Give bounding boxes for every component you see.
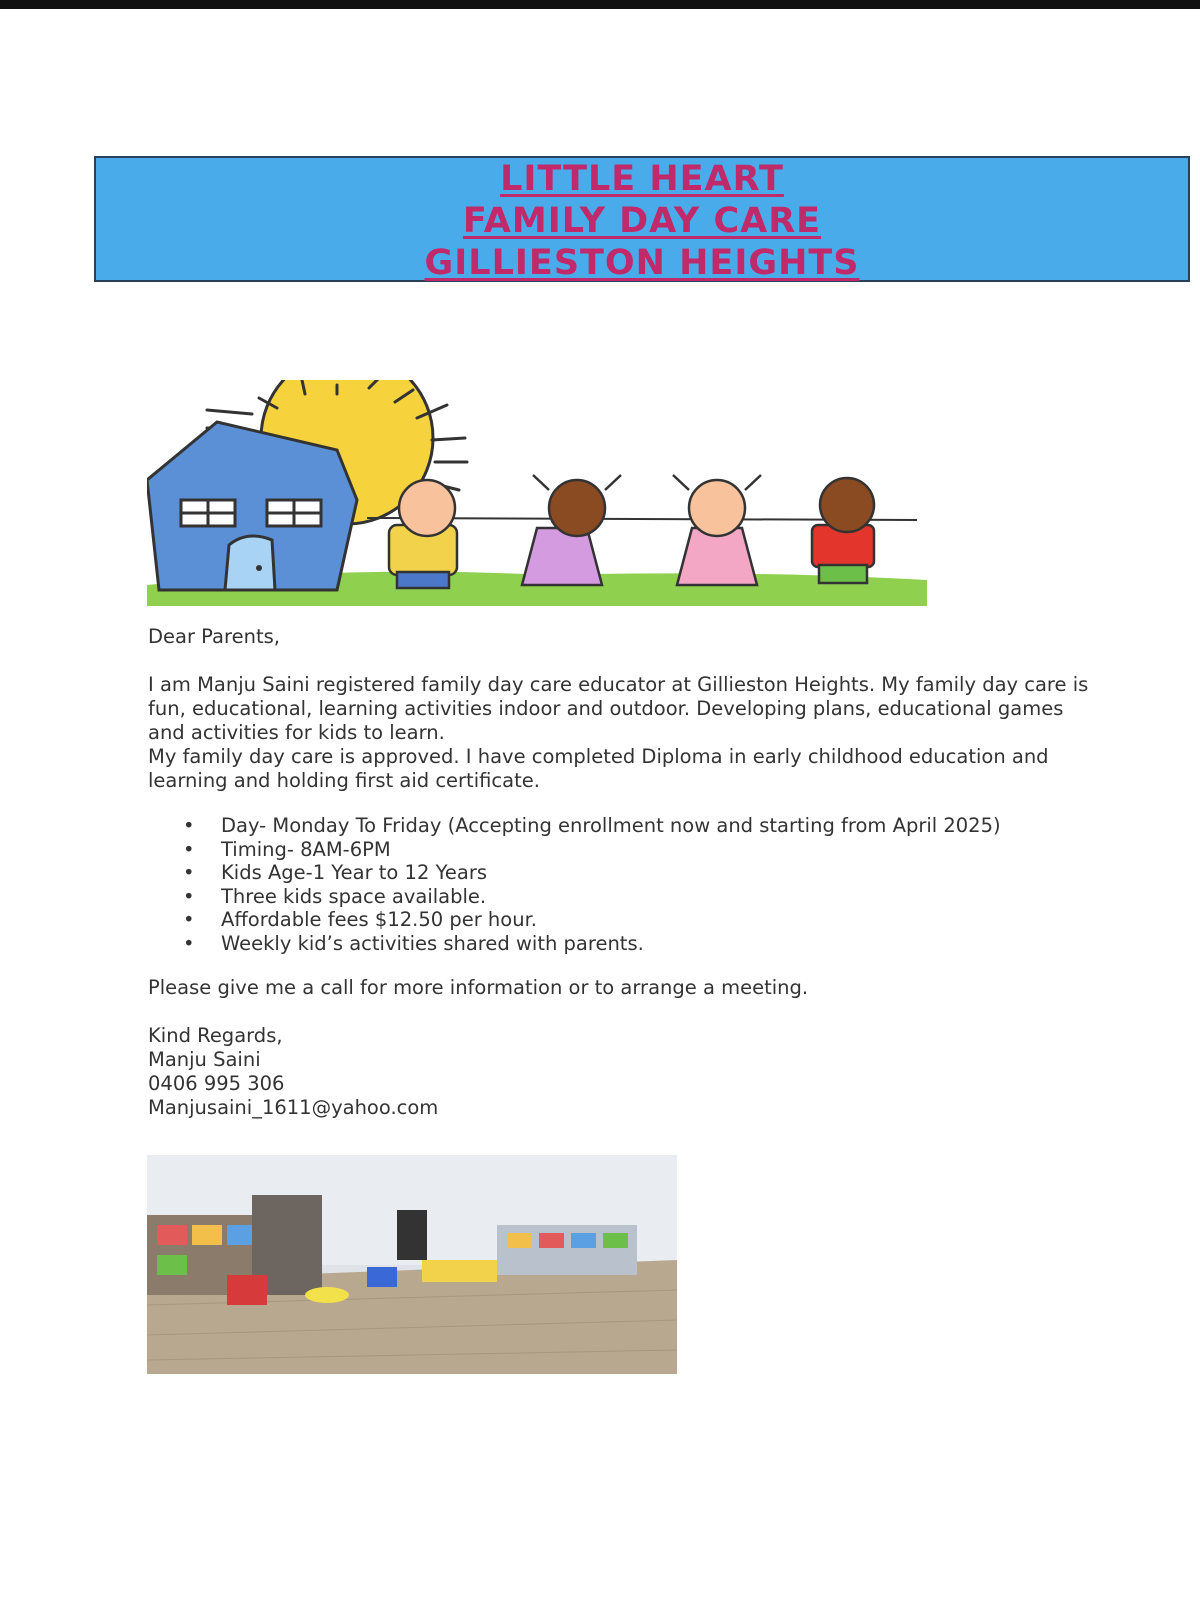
list-item: • Day- Monday To Friday (Accepting enrollment now and starting from April 2025)	[148, 814, 1098, 838]
email-address: Manjusaini_1611@yahoo.com	[148, 1096, 439, 1119]
closing-line: Please give me a call for more information or to arrange a meeting.	[148, 976, 809, 999]
title-line-1: LITTLE HEART	[500, 159, 784, 199]
title-line-2: FAMILY DAY CARE	[462, 201, 822, 241]
sender-name: Manju Saini	[148, 1048, 261, 1071]
phone-number: 0406 995 306	[148, 1072, 285, 1095]
details-list	[148, 814, 1098, 955]
list-item: • Affordable fees $12.50 per hour.	[148, 908, 1098, 932]
signoff: Kind Regards,	[148, 1024, 283, 1047]
title-banner	[94, 156, 1190, 282]
hero-illustration	[147, 380, 947, 606]
house-icon	[147, 422, 357, 590]
qualification-paragraph: My family day care is approved. I have completed Diploma in early childhood education and learning and holding first aid certificate.	[148, 745, 1049, 792]
letter-body	[148, 625, 1098, 1120]
title-line-3: GILLIESTON HEIGHTS	[424, 243, 860, 283]
children-holding-hands-icon	[367, 475, 917, 588]
list-item: • Three kids space available.	[148, 885, 1098, 909]
list-item: • Weekly kid’s activities shared with parents.	[148, 932, 1098, 956]
list-item: • Timing- 8AM-6PM	[148, 838, 1098, 862]
list-item: • Kids Age-1 Year to 12 Years	[148, 861, 1098, 885]
intro-paragraph: I am Manju Saini registered family day care educator at Gillieston Heights. My family day care is fun, educational, learning activities indoor and outdoor. Developing plans, educational games and activities for kids to learn.	[148, 673, 1089, 744]
signature-block	[148, 1024, 1098, 1120]
playroom-photo	[147, 1155, 677, 1374]
greeting: Dear Parents,	[148, 625, 280, 648]
top-edge-bar	[0, 0, 1200, 9]
